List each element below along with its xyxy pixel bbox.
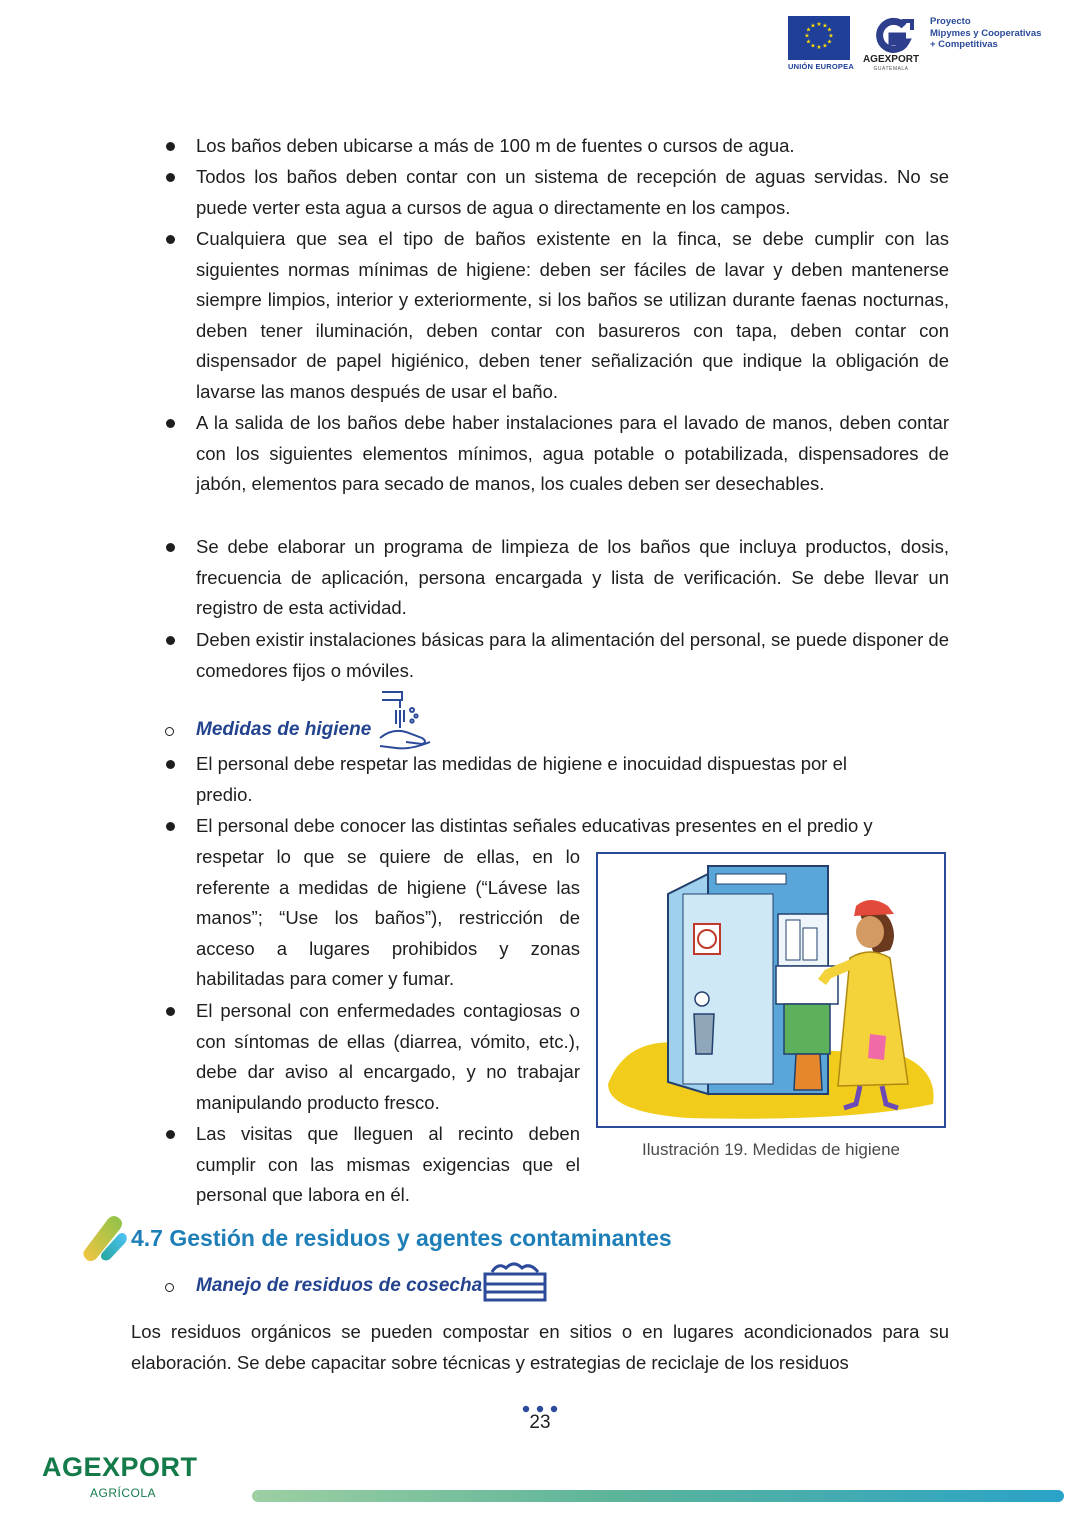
bullet-dot xyxy=(166,760,175,769)
eu-flag-logo xyxy=(788,16,850,60)
section-title: 4.7 Gestión de residuos y agentes contaminantes xyxy=(131,1225,672,1251)
residuos-heading: Manejo de residuos de cosecha xyxy=(196,1275,483,1296)
page-number: 23 xyxy=(529,1412,551,1433)
bullet-dot xyxy=(166,822,175,831)
illustration-caption: Ilustración 19. Medidas de higiene xyxy=(642,1140,900,1159)
svg-text:★: ★ xyxy=(804,32,810,40)
list-item: El personal debe respetar las medidas de higiene e inocuidad dispuestas por el predio. xyxy=(196,753,848,805)
bullet-dot xyxy=(166,142,175,151)
list-item-continuation: respetar lo que se quiere de ellas, en lo referente a medidas de higiene (“Lávese las manos”; “Use los baños”), restricción de acceso a lugares prohibidos y zonas habilitadas para comer y fumar. xyxy=(196,846,580,990)
toilet-handwash-illustration-icon xyxy=(598,854,943,1125)
list-item: Todos los baños deben contar con un sistema de recepción de aguas servidas. No se puede verter esta agua a cursos de agua o directamente en los campos. xyxy=(196,166,949,218)
list-item: El personal debe conocer las distintas señales educativas presentes en el predio y xyxy=(196,815,873,836)
bullet-dot xyxy=(166,636,175,645)
svg-text:★: ★ xyxy=(822,42,828,50)
list-item: Los baños deben ubicarse a más de 100 m de fuentes o cursos de agua. xyxy=(196,135,795,156)
star-circle-icon xyxy=(788,16,850,60)
bullet-dot xyxy=(166,419,175,428)
svg-text:★: ★ xyxy=(805,38,812,46)
list-item: Se debe elaborar un programa de limpieza de los baños que incluya productos, dosis, frecuencia de aplicación, persona encargada y lista de verificación. Se debe llevar un registro de esta actividad. xyxy=(196,536,949,619)
bullet-dot xyxy=(166,235,175,244)
hygiene-heading: Medidas de higiene xyxy=(196,719,372,740)
agexport-header-sub: GUATEMALA xyxy=(873,66,909,72)
svg-text:★: ★ xyxy=(828,32,834,40)
svg-text:★: ★ xyxy=(810,42,816,50)
svg-text:★: ★ xyxy=(816,21,822,28)
list-item: Las visitas que lleguen al recinto deben cumplir con las mismas exigencias que el personal que labora en él. xyxy=(196,1123,580,1206)
list-item: A la salida de los baños debe haber instalaciones para el lavado de manos, deben contar con los siguientes elementos mínimos, agua potable o potabilizada, dispensadores de jabón, elementos para secado de manos, los cuales deben ser desechables. xyxy=(196,412,949,495)
agexport-header-label: AGEXPORT xyxy=(862,54,920,65)
list-item: El personal con enfermedades contagiosas o con síntomas de ellas (diarrea, vómito, etc.), debe dar aviso al encargado, y no trabajar manipulando producto fresco. xyxy=(196,1000,580,1113)
hygiene-illustration xyxy=(596,852,946,1128)
bullet-dot xyxy=(166,173,175,182)
bullet-dot xyxy=(166,1007,175,1016)
footer-brand-sub: AGRÍCOLA xyxy=(90,1486,157,1500)
project-title: Proyecto Mipymes y Cooperativas + Competitivas xyxy=(930,16,1042,50)
svg-text:★: ★ xyxy=(816,44,822,51)
footer-brand: AGEXPORT xyxy=(42,1452,198,1482)
eu-label: UNIÓN EUROPEA xyxy=(788,62,854,71)
bullet-dot xyxy=(166,1130,175,1139)
list-item: Deben existir instalaciones básicas para la alimentación del personal, se puede disponer de comedores fijos o móviles. xyxy=(196,629,949,681)
handwashing-icon xyxy=(376,688,436,752)
list-item: Cualquiera que sea el tipo de baños existente en la finca, se debe cumplir con las siguientes normas mínimas de higiene: deben ser fáciles de lavar y deben mantenerse siempre limpios, interior y exteriormente, si los baños se utilizan durante faenas nocturnas, deben tener iluminación, deben contar con basureros con tapa, deben contar con dispensador de papel higiénico, deben tener señalización que indique la obligación de lavarse las manos después de usar el baño. xyxy=(196,228,949,402)
closing-paragraph: Los residuos orgánicos se pueden compostar en sitios o en lugares acondicionados para su elaboración. Se debe capacitar sobre técnicas y estrategias de reciclaje de los residuos xyxy=(131,1321,949,1373)
agexport-g-logo-icon xyxy=(862,16,922,56)
bullet-dot xyxy=(166,543,175,552)
sub-bullet-circle xyxy=(165,727,174,736)
sub-bullet-circle xyxy=(165,1283,174,1292)
svg-text:★: ★ xyxy=(826,26,833,34)
footer-gradient-bar xyxy=(252,1490,1064,1502)
svg-text:★: ★ xyxy=(826,38,833,46)
harvest-crate-icon xyxy=(482,1260,548,1304)
svg-text:★: ★ xyxy=(822,22,828,30)
svg-text:★: ★ xyxy=(805,26,812,34)
section-marker-icon xyxy=(80,1213,130,1263)
svg-text:★: ★ xyxy=(810,22,816,30)
